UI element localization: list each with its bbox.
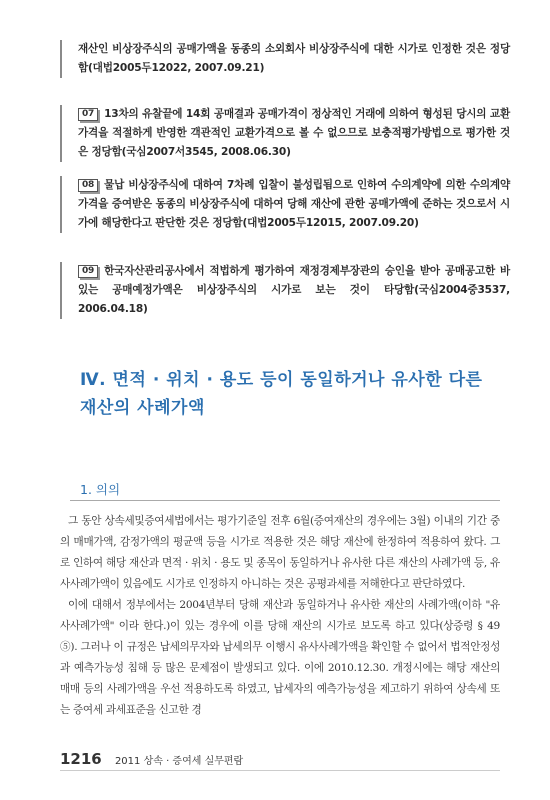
case-text: 물납 비상장주식에 대하여 7차례 입찰이 불성립됨으로 인하여 수의계약에 의한 수의계약가격을 증여받은 동종의 비상장주식에 대하여 당해 재산에 관한 공매가액에 준하는 것으로서 시가에 해당한다고 판단한 것은 정당함(대법2005두12015, 2007.09.20) xyxy=(78,179,510,229)
subsection-divider xyxy=(70,500,500,501)
case-text: 한국자산관리공사에서 적법하게 평가하여 재정경제부장관의 승인을 받아 공매공고한 바 있는 공매예정가액은 비상장주식의 시가로 보는 것이 타당함(국심2004중3537, 2006.04.18) xyxy=(78,265,510,315)
case-block-07 xyxy=(60,105,510,162)
body-text xyxy=(60,511,500,721)
case-number-badge: 07 xyxy=(78,108,98,121)
case-block-continued xyxy=(60,40,510,78)
body-paragraph: 이에 대해서 정부에서는 2004년부터 당해 재산과 동일하거나 유사한 재산의 사례가액(이하 "유사사례가액" 이라 한다.)이 있는 경우에 이를 당해 재산의 시가로 보도록 하고 있다(상증령 § 49 ⑤). 그러나 이 규정은 납세의무자와 납세의무 이행시 유사사례가액을 확인할 수 없어서 법적안정성과 예측가능성 침해 등 많은 문제점이 발생되고 있다. 이에 2010.12.30. 개정시에는 해당 재산의 매매 등의 사례가액을 우선 적용하도록 하였고, 납세자의 예측가능성을 제고하기 위하여 상속세 또는 증여세 과세표준을 신고한 경 xyxy=(60,599,500,716)
subsection-heading: 1. 의의 xyxy=(80,482,121,497)
case-block-08 xyxy=(60,176,510,233)
book-title: 2011 상속 · 증여세 실무편람 xyxy=(114,756,244,767)
case-text: 재산인 비상장주식의 공매가액을 동종의 소외회사 비상장주식에 대한 시가로 인정한 것은 정당함(대법2005두12022, 2007.09.21) xyxy=(78,43,510,74)
case-text: 13차의 유찰끝에 14회 공매결과 공매가격이 정상적인 거래에 의하여 형성된 당시의 교환가격을 적절하게 반영한 객관적인 교환가격으로 볼 수 없으므로 보충적평가방법으로 평가한 것은 정당함(국심2007서3545, 2008.06.30) xyxy=(78,108,510,158)
body-paragraph: 그 동안 상속세및증여세법에서는 평가기준일 전후 6월(증여재산의 경우에는 3월) 이내의 기간 중의 매매가액, 감정가액의 평균액 등을 시가로 적용한 것은 해당 재산에 한정하여 적용하여 왔다. 그로 인하여 해당 재산과 면적 · 위치 · 용도 및 종목이 동일하거나 유사한 다른 재산의 사례가액 등, 유사사례가액이 있음에도 시가로 인정하지 아니하는 것은 공평과세를 저해한다고 판단하였다. xyxy=(60,515,500,590)
case-block-09 xyxy=(60,262,510,319)
case-number-badge: 09 xyxy=(78,265,98,278)
page-footer xyxy=(60,750,243,768)
section-title: Ⅳ. 면적 · 위치 · 용도 등이 동일하거나 유사한 다른 재산의 사례가액 xyxy=(80,370,483,418)
case-number-badge: 08 xyxy=(78,179,98,192)
footer-divider xyxy=(60,770,500,771)
page-number: 1216 xyxy=(60,750,102,768)
